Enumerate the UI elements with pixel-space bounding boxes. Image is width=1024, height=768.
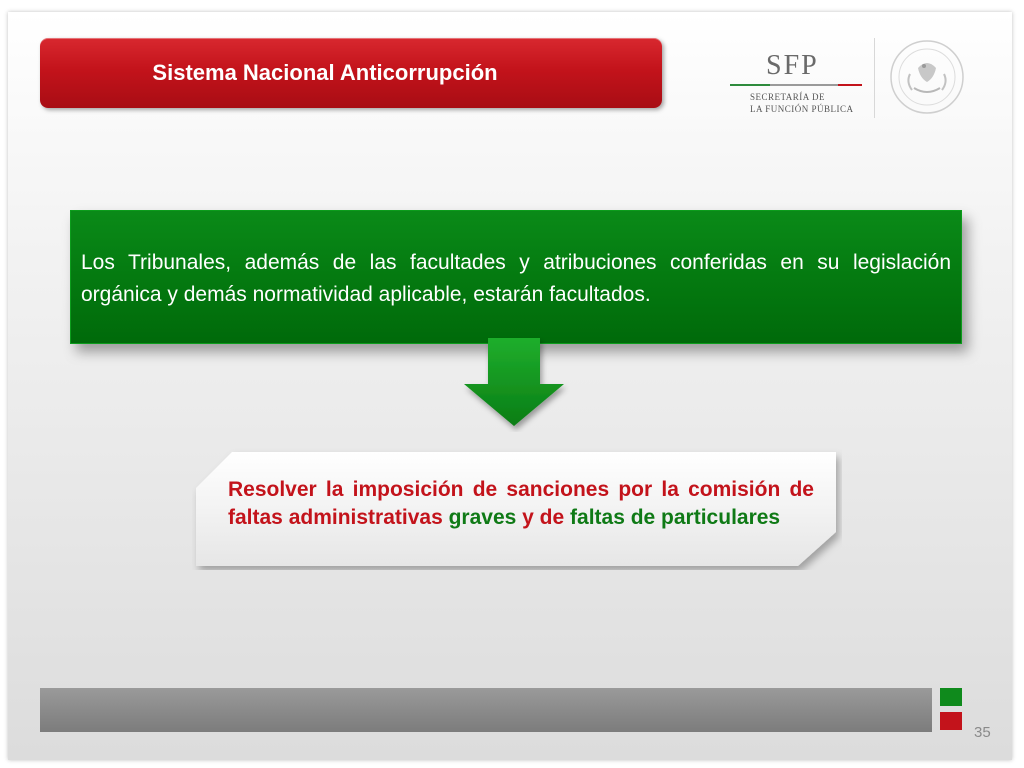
sfp-logo <box>728 50 868 120</box>
tribunales-text: Los Tribunales, además de las facultades y atribuciones conferidas en su legislación orgánica y demás normatividad aplicable, estarán facultados. <box>81 251 951 306</box>
sfp-subtitle-line2: LA FUNCIÓN PÚBLICA <box>750 104 854 114</box>
tribunales-text-box <box>70 210 962 344</box>
logo-stripe-red <box>838 84 862 86</box>
mexican-coat-of-arms-seal-icon <box>888 38 966 116</box>
resolver-text-part3: y de <box>516 506 571 529</box>
down-arrow-icon <box>456 332 572 432</box>
resolver-text-particulares: faltas de particulares <box>570 506 781 529</box>
slide <box>8 12 1012 760</box>
footer-square-green <box>940 688 962 706</box>
logo-stripe-grey <box>770 84 838 86</box>
sfp-subtitle-line1: SECRETARÍA DE <box>750 92 826 102</box>
logo-stripe-green <box>730 84 770 86</box>
resolver-text-graves: graves <box>448 506 517 529</box>
footer-square-red <box>940 712 962 730</box>
logo-divider <box>874 38 875 118</box>
resolver-text-part1: Resolver la imposición de sanciones por la comisión de faltas administrativas <box>228 478 814 529</box>
slide-title: Sistema Nacional Anticorrupción <box>152 60 498 85</box>
sfp-acronym: SFP <box>766 50 819 81</box>
resolver-text <box>228 476 814 532</box>
resolver-callout <box>192 448 842 570</box>
footer-bar <box>40 688 932 732</box>
title-banner <box>40 38 662 108</box>
page-number: 35 <box>974 724 991 741</box>
